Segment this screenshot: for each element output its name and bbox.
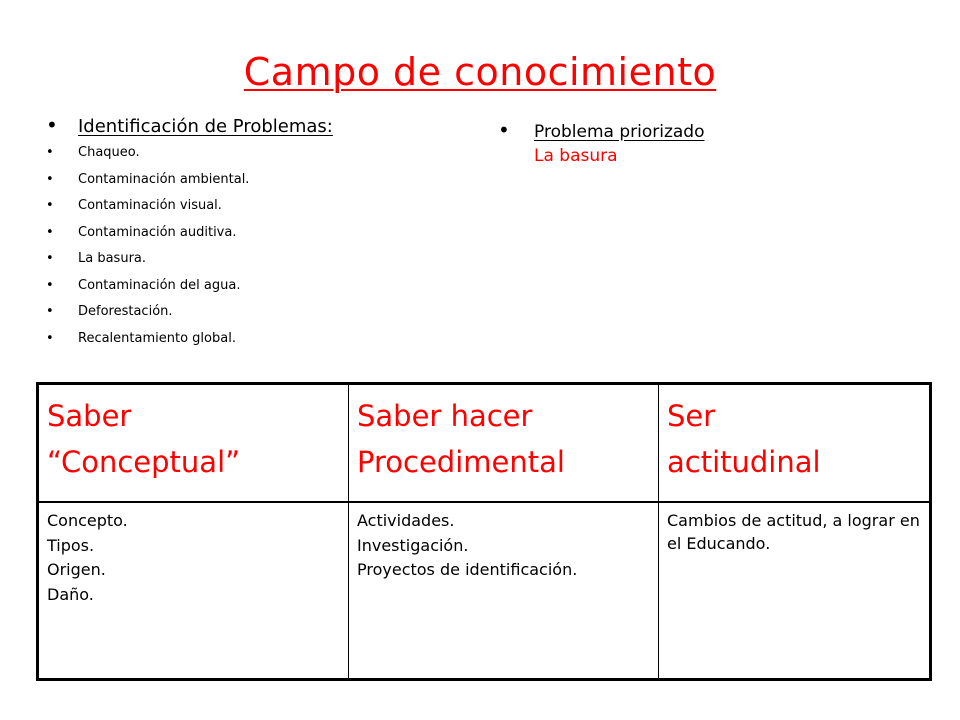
header-cell-ser: Ser actitudinal — [659, 384, 931, 503]
list-item: • Chaqueo. — [46, 145, 140, 160]
list-item: • Contaminación auditiva. — [46, 224, 237, 240]
problem-identification-list — [46, 113, 333, 357]
knowledge-table — [36, 382, 932, 681]
list-item: • Deforestación. — [46, 304, 173, 319]
header-cell-saber-hacer: Saber hacer Procedimental — [349, 384, 659, 503]
table-header-row — [38, 384, 931, 503]
table-cell-conceptual: Concepto. Tipos. Origen. Daño. — [38, 502, 349, 680]
list-item: • Contaminación visual. — [46, 198, 222, 213]
page-title: Campo de conocimiento — [243, 50, 717, 94]
table-row — [38, 502, 931, 680]
table-cell-actitudinal: Cambios de actitud, a lograr en el Educando. — [659, 502, 931, 680]
list-item: • Contaminación ambiental. — [46, 171, 250, 187]
header-cell-saber: Saber “Conceptual” — [38, 384, 349, 503]
list-item: • La basura. — [46, 251, 147, 266]
prioritized-heading: Problema priorizado — [534, 122, 705, 142]
prioritized-value: La basura — [534, 146, 618, 166]
prioritized-problem — [498, 118, 704, 166]
identification-heading: Identificación de Problemas: — [78, 116, 333, 137]
list-item: • Contaminación del agua. — [46, 277, 241, 293]
bullet: • — [498, 118, 510, 142]
table-cell-procedimental: Actividades. Investigación. Proyectos de identificación. — [349, 502, 659, 680]
bullet: • — [46, 113, 58, 137]
list-item: • Recalentamiento global. — [46, 330, 236, 346]
